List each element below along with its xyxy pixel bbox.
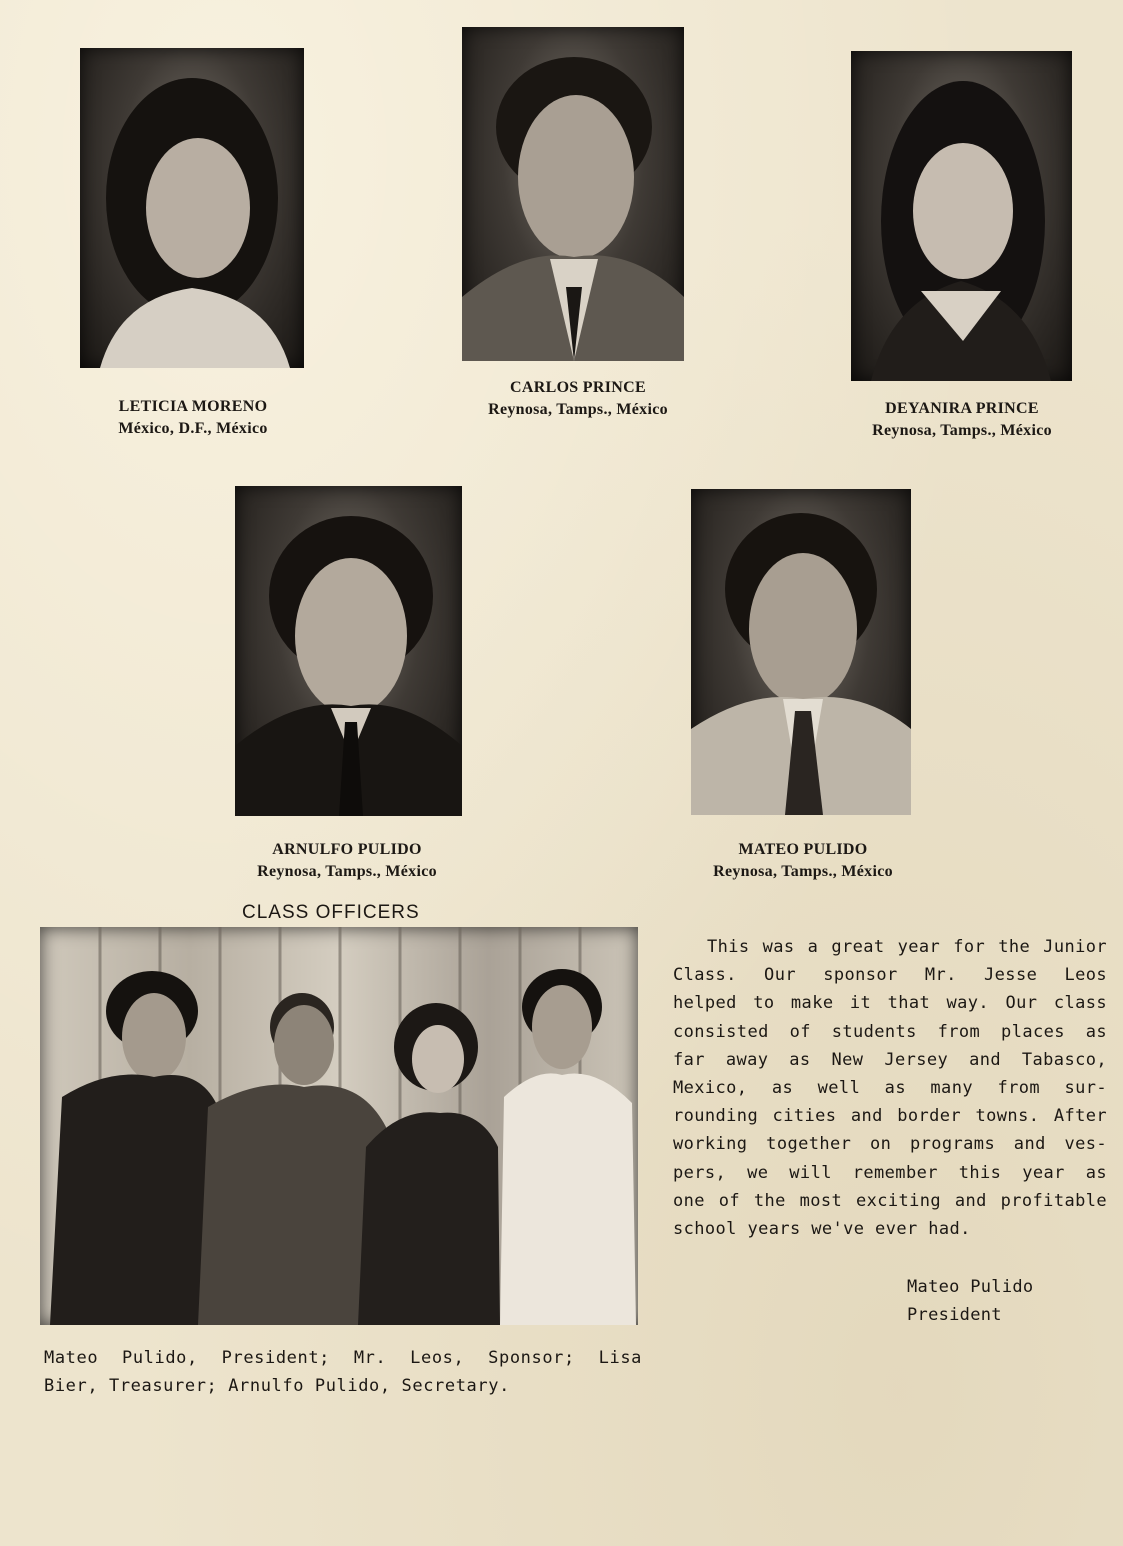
portrait-silhouette-icon xyxy=(691,489,911,815)
portrait-photo-arnulfo-pulido xyxy=(235,486,462,816)
portrait-photo-leticia-moreno xyxy=(80,48,304,368)
caption-arnulfo-pulido xyxy=(212,839,482,883)
message-line: Class. Our sponsor Mr. Jesse Leos xyxy=(673,965,1107,986)
student-name: LETICIA MORENO xyxy=(118,398,268,415)
portrait-silhouette-icon xyxy=(851,51,1072,381)
group-silhouette-icon xyxy=(40,927,638,1325)
signature-title: President xyxy=(907,1305,1002,1325)
portrait-silhouette-icon xyxy=(462,27,684,361)
class-officers-group-photo xyxy=(40,927,638,1325)
student-name: MATEO PULIDO xyxy=(738,841,868,858)
caption-deyanira-prince xyxy=(826,398,1098,442)
message-signature xyxy=(907,1273,1033,1329)
message-line: pers, we will remember this year as xyxy=(673,1162,1107,1183)
group-caption-line-1: Mateo Pulido, President; Mr. Leos, Sponsor; Lisa xyxy=(44,1348,642,1368)
student-hometown: México, D.F., México xyxy=(118,420,268,437)
student-name: DEYANIRA PRINCE xyxy=(885,400,1039,417)
class-officers-heading: CLASS OFFICERS xyxy=(242,902,420,923)
portrait-silhouette-icon xyxy=(80,48,304,368)
message-line: Mexico, as well as many from sur- xyxy=(673,1078,1107,1099)
student-hometown: Reynosa, Tamps., México xyxy=(872,422,1052,439)
group-photo-caption xyxy=(44,1344,642,1400)
message-line: rounding cities and border towns. After xyxy=(673,1106,1107,1127)
portrait-silhouette-icon xyxy=(235,486,462,816)
class-message xyxy=(673,933,1107,1243)
student-hometown: Reynosa, Tamps., México xyxy=(488,401,668,418)
portrait-photo-carlos-prince xyxy=(462,27,684,361)
student-hometown: Reynosa, Tamps., México xyxy=(257,863,437,880)
message-line: consisted of students from places as xyxy=(673,1021,1107,1042)
caption-leticia-moreno xyxy=(60,396,326,440)
student-name: CARLOS PRINCE xyxy=(510,379,646,396)
caption-carlos-prince xyxy=(440,377,716,421)
group-caption-line-2: Bier, Treasurer; Arnulfo Pulido, Secretary. xyxy=(44,1376,510,1396)
caption-mateo-pulido xyxy=(668,839,938,883)
message-line: helped to make it that way. Our class xyxy=(673,993,1107,1014)
portrait-photo-mateo-pulido xyxy=(691,489,911,815)
student-hometown: Reynosa, Tamps., México xyxy=(713,863,893,880)
message-line: one of the most exciting and profitable xyxy=(673,1190,1107,1211)
message-line: This was a great year for the Junior xyxy=(707,937,1107,957)
message-line: school years we've ever had. xyxy=(673,1219,971,1240)
message-line: far away as New Jersey and Tabasco, xyxy=(673,1049,1107,1070)
signature-name: Mateo Pulido xyxy=(907,1277,1034,1297)
portrait-photo-deyanira-prince xyxy=(851,51,1072,381)
student-name: ARNULFO PULIDO xyxy=(272,841,422,858)
message-line: working together on programs and ves- xyxy=(673,1134,1107,1155)
